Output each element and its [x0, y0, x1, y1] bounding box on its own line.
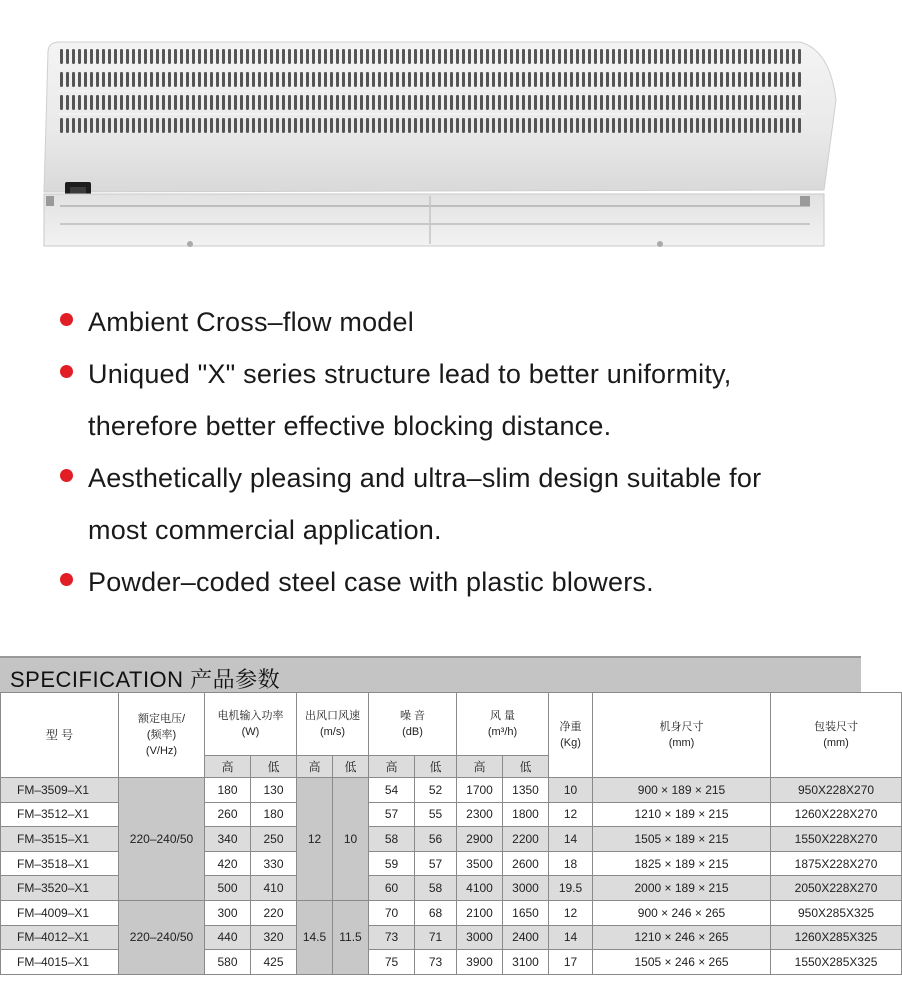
- noise-low-cell: 71: [415, 925, 457, 950]
- noise-high-cell: 57: [369, 802, 415, 827]
- power-low-cell: 130: [251, 778, 297, 803]
- power-low-cell: 425: [251, 950, 297, 975]
- header-low: 低: [333, 756, 369, 778]
- header-pack-size: 包装尺寸 (mm): [771, 693, 902, 778]
- air-curtain-product-image: [0, 0, 861, 290]
- model-cell: FM–3515–X1: [1, 827, 119, 852]
- power-high-cell: 580: [205, 950, 251, 975]
- airflow-high-cell: 3000: [457, 925, 503, 950]
- body-size-cell: 1825 × 189 × 215: [593, 851, 771, 876]
- model-cell: FM–3520–X1: [1, 876, 119, 901]
- feature-item: [60, 556, 850, 608]
- body-size-cell: 1505 × 246 × 265: [593, 950, 771, 975]
- noise-low-cell: 68: [415, 900, 457, 925]
- airflow-high-cell: 2100: [457, 900, 503, 925]
- table-header-row: [1, 693, 902, 756]
- header-high: 高: [297, 756, 333, 778]
- power-high-cell: 300: [205, 900, 251, 925]
- header-high: 高: [369, 756, 415, 778]
- header-model: 型 号: [1, 693, 119, 778]
- speed-high-cell: 14.5: [297, 900, 333, 974]
- weight-cell: 10: [549, 778, 593, 803]
- feature-text: therefore better effective blocking distance.: [88, 411, 612, 441]
- speed-high-cell: 12: [297, 778, 333, 901]
- header-noise: 噪 音 (dB): [369, 693, 457, 756]
- pack-size-cell: 1875X228X270: [771, 851, 902, 876]
- body-size-cell: 1505 × 189 × 215: [593, 827, 771, 852]
- header-voltage: 额定电压/ (频率) (V/Hz): [119, 693, 205, 778]
- power-low-cell: 220: [251, 900, 297, 925]
- header-speed: 出风口风速 (m/s): [297, 693, 369, 756]
- body-size-cell: 900 × 246 × 265: [593, 900, 771, 925]
- noise-high-cell: 70: [369, 900, 415, 925]
- power-low-cell: 330: [251, 851, 297, 876]
- airflow-low-cell: 1650: [503, 900, 549, 925]
- red-bullet-icon: [60, 573, 73, 586]
- model-cell: FM–4015–X1: [1, 950, 119, 975]
- header-high: 高: [457, 756, 503, 778]
- noise-low-cell: 73: [415, 950, 457, 975]
- weight-cell: 18: [549, 851, 593, 876]
- speed-low-cell: 11.5: [333, 900, 369, 974]
- noise-high-cell: 59: [369, 851, 415, 876]
- airflow-low-cell: 2600: [503, 851, 549, 876]
- header-power: 电机输入功率 (W): [205, 693, 297, 756]
- power-high-cell: 420: [205, 851, 251, 876]
- pack-size-cell: 950X228X270: [771, 778, 902, 803]
- weight-cell: 19.5: [549, 876, 593, 901]
- red-bullet-icon: [60, 313, 73, 326]
- body-size-cell: 1210 × 246 × 265: [593, 925, 771, 950]
- airflow-high-cell: 2900: [457, 827, 503, 852]
- table-row: [1, 778, 902, 803]
- header-airflow: 风 量 (m³/h): [457, 693, 549, 756]
- airflow-low-cell: 2400: [503, 925, 549, 950]
- power-low-cell: 320: [251, 925, 297, 950]
- header-low: 低: [415, 756, 457, 778]
- model-cell: FM–4012–X1: [1, 925, 119, 950]
- speed-low-cell: 10: [333, 778, 369, 901]
- model-cell: FM–3518–X1: [1, 851, 119, 876]
- red-bullet-icon: [60, 469, 73, 482]
- specification-table: [0, 692, 902, 975]
- specification-title: SPECIFICATION 产品参数: [10, 667, 281, 692]
- specification-header: [0, 656, 861, 692]
- pack-size-cell: 1550X285X325: [771, 950, 902, 975]
- weight-cell: 12: [549, 900, 593, 925]
- pack-size-cell: 1260X285X325: [771, 925, 902, 950]
- feature-item: [60, 452, 850, 556]
- noise-low-cell: 55: [415, 802, 457, 827]
- power-low-cell: 180: [251, 802, 297, 827]
- airflow-low-cell: 1800: [503, 802, 549, 827]
- feature-list: [60, 296, 850, 608]
- noise-low-cell: 52: [415, 778, 457, 803]
- feature-text: most commercial application.: [88, 515, 442, 545]
- weight-cell: 12: [549, 802, 593, 827]
- noise-low-cell: 56: [415, 827, 457, 852]
- header-weight: 净重 (Kg): [549, 693, 593, 778]
- weight-cell: 14: [549, 827, 593, 852]
- airflow-high-cell: 3900: [457, 950, 503, 975]
- header-low: 低: [251, 756, 297, 778]
- airflow-low-cell: 3100: [503, 950, 549, 975]
- airflow-low-cell: 1350: [503, 778, 549, 803]
- header-high: 高: [205, 756, 251, 778]
- pack-size-cell: 950X285X325: [771, 900, 902, 925]
- noise-high-cell: 75: [369, 950, 415, 975]
- power-high-cell: 180: [205, 778, 251, 803]
- feature-text: Aesthetically pleasing and ultra–slim design suitable for: [88, 463, 762, 493]
- weight-cell: 14: [549, 925, 593, 950]
- pack-size-cell: 1550X228X270: [771, 827, 902, 852]
- body-size-cell: 1210 × 189 × 215: [593, 802, 771, 827]
- pack-size-cell: 2050X228X270: [771, 876, 902, 901]
- airflow-high-cell: 4100: [457, 876, 503, 901]
- noise-low-cell: 58: [415, 876, 457, 901]
- noise-high-cell: 58: [369, 827, 415, 852]
- power-low-cell: 250: [251, 827, 297, 852]
- airflow-high-cell: 1700: [457, 778, 503, 803]
- voltage-cell: 220–240/50: [119, 900, 205, 974]
- airflow-high-cell: 2300: [457, 802, 503, 827]
- header-body-size: 机身尺寸 (mm): [593, 693, 771, 778]
- model-cell: FM–3509–X1: [1, 778, 119, 803]
- feature-item: [60, 348, 850, 452]
- red-bullet-icon: [60, 365, 73, 378]
- model-cell: FM–4009–X1: [1, 900, 119, 925]
- voltage-cell: 220–240/50: [119, 778, 205, 901]
- header-low: 低: [503, 756, 549, 778]
- airflow-low-cell: 3000: [503, 876, 549, 901]
- pack-size-cell: 1260X228X270: [771, 802, 902, 827]
- airflow-low-cell: 2200: [503, 827, 549, 852]
- power-low-cell: 410: [251, 876, 297, 901]
- noise-low-cell: 57: [415, 851, 457, 876]
- power-high-cell: 500: [205, 876, 251, 901]
- noise-high-cell: 54: [369, 778, 415, 803]
- power-high-cell: 440: [205, 925, 251, 950]
- feature-text: Uniqued "X" series structure lead to better uniformity,: [88, 359, 732, 389]
- model-cell: FM–3512–X1: [1, 802, 119, 827]
- feature-text: Powder–coded steel case with plastic blowers.: [88, 567, 654, 597]
- feature-text: Ambient Cross–flow model: [88, 307, 414, 337]
- power-high-cell: 260: [205, 802, 251, 827]
- power-high-cell: 340: [205, 827, 251, 852]
- noise-high-cell: 60: [369, 876, 415, 901]
- weight-cell: 17: [549, 950, 593, 975]
- noise-high-cell: 73: [369, 925, 415, 950]
- body-size-cell: 2000 × 189 × 215: [593, 876, 771, 901]
- body-size-cell: 900 × 189 × 215: [593, 778, 771, 803]
- feature-item: [60, 296, 850, 348]
- airflow-high-cell: 3500: [457, 851, 503, 876]
- table-row: [1, 900, 902, 925]
